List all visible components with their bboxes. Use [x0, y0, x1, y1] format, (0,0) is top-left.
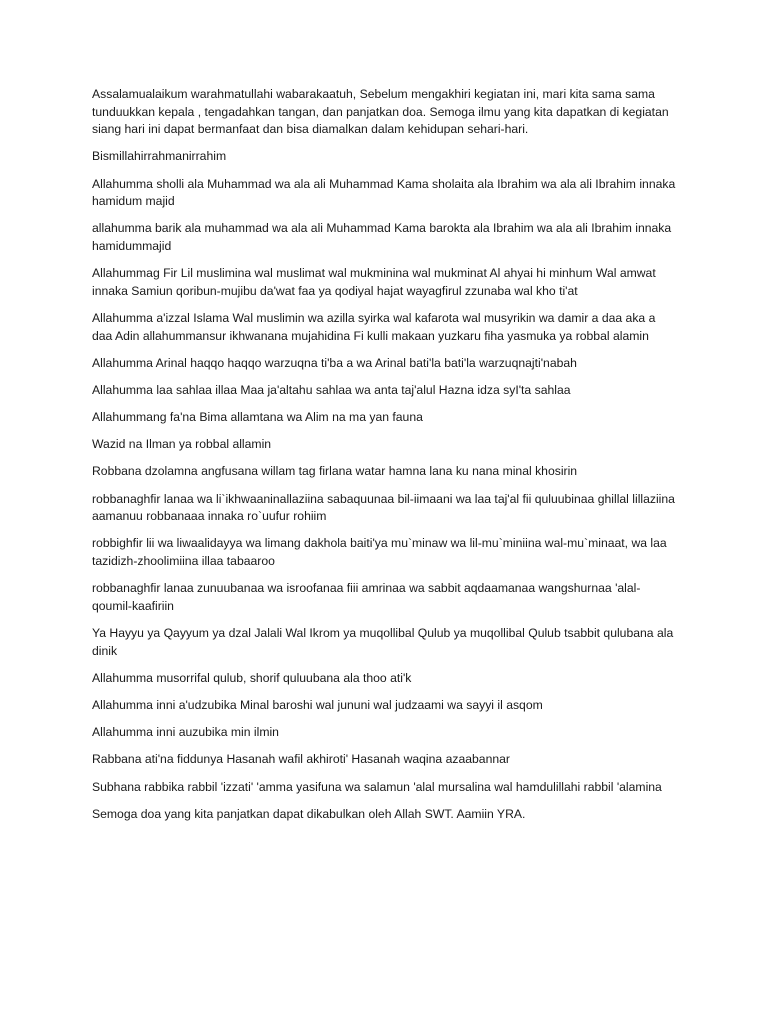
paragraph-prayer: Wazid na Ilman ya robbal allamin — [92, 437, 272, 452]
paragraph-prayer: Allahumma a'izzal Islama Wal muslimin wa azilla syirka wal kafarota wal musyrikin wa damir a daa aka a daa Adin allahummansur ikhwanana mujahidina Fi kulli makaan yuzkaru fiha yasmuka ya robbal alamin — [92, 310, 656, 343]
paragraph-prayer: Allahumma inni auzubika min ilmin — [92, 725, 279, 740]
paragraph-prayer: robbighfir lii wa liwaalidayya wa limang dakhola baiti'ya mu`minaw wa lil-mu`miniina wal-mu`minaat, wa laa tazidizh-zhoolimiina illaa tabaaroo — [92, 536, 667, 568]
paragraph-closing-tasbih: Subhana rabbika rabbil 'izzati' 'amma yasifuna wa salamun 'alal mursalina wal hamdulillahi rabbil 'alamina — [92, 779, 662, 794]
paragraph-prayer: Rabbana ati'na fiddunya Hasanah wafil akhiroti' Hasanah waqina azaabannar — [92, 752, 510, 767]
paragraph-prayer: Allahumma inni a'udzubika Minal baroshi wal jununi wal judzaami wa sayyi il asqom — [92, 697, 543, 712]
paragraph-prayer: Robbana dzolamna angfusana willam tag firlana watar hamna lana ku nana minal khosirin — [92, 464, 578, 479]
paragraph-closing: Semoga doa yang kita panjatkan dapat dikabulkan oleh Allah SWT. Aamiin YRA. — [92, 806, 526, 821]
paragraph-barik: allahumma barik ala muhammad wa ala ali Muhammad Kama barokta ala Ibrahim wa ala ali Ibrahim innaka hamidummajid — [92, 221, 672, 253]
paragraph-sholawat: Allahumma sholli ala Muhammad wa ala ali Muhammad Kama sholaita ala Ibrahim wa ala ali Ibrahim innaka hamidum majid — [92, 176, 676, 209]
paragraph-prayer: Ya Hayyu ya Qayyum ya dzal Jalali Wal Ikrom ya muqollibal Qulub ya muqollibal Qulub tsabbit qulubana ala dinik — [92, 625, 674, 658]
paragraph-prayer: robbanaghfir lanaa wa li`ikhwaaninallaziina sabaquunaa bil-iimaani wa laa taj'al fii quluubinaa ghillal lillaziina aamanuu robbanaaa innaka ro`uufur rohiim — [92, 491, 675, 524]
paragraph-prayer: Allahumma Arinal haqqo haqqo warzuqna ti'ba a wa Arinal bati'la bati'la warzuqnajti'nabah — [92, 355, 577, 370]
paragraph-prayer: Allahumma musorrifal qulub, shorif quluubana ala thoo ati'k — [92, 670, 412, 685]
paragraph-prayer: Allahummang fa'na Bima allamtana wa Alim na ma yan fauna — [92, 410, 423, 425]
paragraph-prayer: Allahummag Fir Lil muslimina wal muslimat wal mukminina wal mukminat Al ahyai hi minhum Wal amwat innaka Samiun qoribun-mujibu da'wat faa ya qodiyal hajat wayagfirul zzunaba wal kho ti'at — [92, 266, 656, 298]
document-body — [92, 86, 678, 833]
paragraph-bismillah: Bismillahirrahmanirrahim — [92, 149, 227, 164]
paragraph-opening: Assalamualaikum warahmatullahi wabarakaatuh, Sebelum mengakhiri kegiatan ini, mari kita sama sama tunduukkan kepala , tengadahkan tangan, dan panjatkan doa. Semoga ilmu yang kita dapatkan di kegiatan siang hari ini dapat bermanfaat dan bisa diamalkan dalam kehidupan sehari-hari. — [92, 87, 669, 137]
paragraph-prayer: robbanaghfir lanaa zunuubanaa wa isroofanaa fiii amrinaa wa sabbit aqdaamanaa wangshurnaa 'alal-qoumil-kaafiriin — [92, 581, 641, 613]
paragraph-prayer: Allahumma laa sahlaa illaa Maa ja'altahu sahlaa wa anta taj'alul Hazna idza syI'ta sahlaa — [92, 382, 571, 397]
